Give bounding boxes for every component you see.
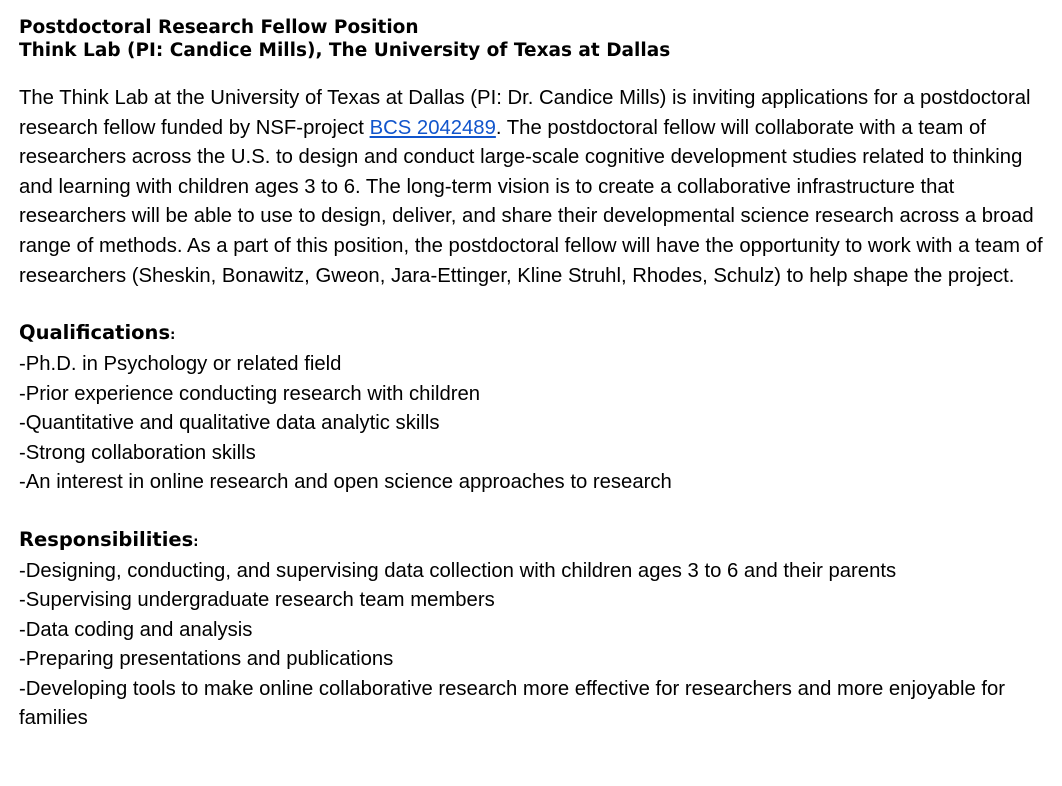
responsibility-item: -Developing tools to make online collaborative research more effective for researchers and more enjoyable for families <box>19 677 1006 730</box>
lab-pi: PI: Candice Mills <box>135 40 307 61</box>
document-page <box>19 16 1054 734</box>
lab-paren-close: ) <box>306 40 316 61</box>
intro-text-before-link: The Think Lab at the University of Texas at Dallas (PI: Dr. Candice Mills) is inviting applications for a postdoctoral research fellow funded by NSF-project <box>19 87 1031 139</box>
responsibility-item: -Supervising undergraduate research team members <box>19 589 495 612</box>
lab-name: Think Lab <box>19 40 128 61</box>
responsibilities-section <box>19 525 1054 734</box>
responsibilities-heading-colon: : <box>193 534 199 550</box>
qualification-item: -Strong collaboration skills <box>19 441 256 464</box>
qualifications-section <box>19 318 1054 498</box>
lab-university: , The University of Texas at Dallas <box>315 40 671 61</box>
intro-text-after-link: . The postdoctoral fellow will collaborate with a team of researchers across the U.S. to design and conduct large-scale cognitive development studies related to thinking and learning with children ages 3 to 6. The long-term vision is to create a collaborative infrastructure that researchers will be able to use to design, deliver, and share their developmental science research across a broad range of methods. As a part of this position, the postdoctoral fellow will have the opportunity to work with a team of researchers (Sheskin, Bonawitz, Gweon, Jara-Ettinger, Kline Struhl, Rhodes, Schulz) to help shape the project. <box>19 116 1043 287</box>
qualifications-heading-text: Qualifications <box>19 321 171 345</box>
qualifications-heading <box>19 318 1054 350</box>
nsf-project-link[interactable]: BCS 2042489 <box>369 116 496 139</box>
qualification-item: -Quantitative and qualitative data analytic skills <box>19 412 440 435</box>
responsibilities-heading <box>19 525 1054 557</box>
qualifications-heading-colon: : <box>170 328 176 344</box>
responsibility-item: -Designing, conducting, and supervising data collection with children ages 3 to 6 and their parents <box>19 559 897 582</box>
responsibility-item: -Preparing presentations and publications <box>19 648 394 671</box>
qualification-item: -Prior experience conducting research with children <box>19 382 481 405</box>
position-title: Postdoctoral Research Fellow Position <box>19 17 419 38</box>
lab-affiliation <box>19 39 1054 62</box>
lab-paren-open: ( <box>127 40 136 61</box>
intro-paragraph <box>19 84 1054 291</box>
qualification-item: -An interest in online research and open science approaches to research <box>19 471 672 494</box>
responsibilities-heading-text: Responsibilities <box>19 527 194 551</box>
qualification-item: -Ph.D. in Psychology or related field <box>19 353 342 376</box>
responsibility-item: -Data coding and analysis <box>19 618 253 641</box>
